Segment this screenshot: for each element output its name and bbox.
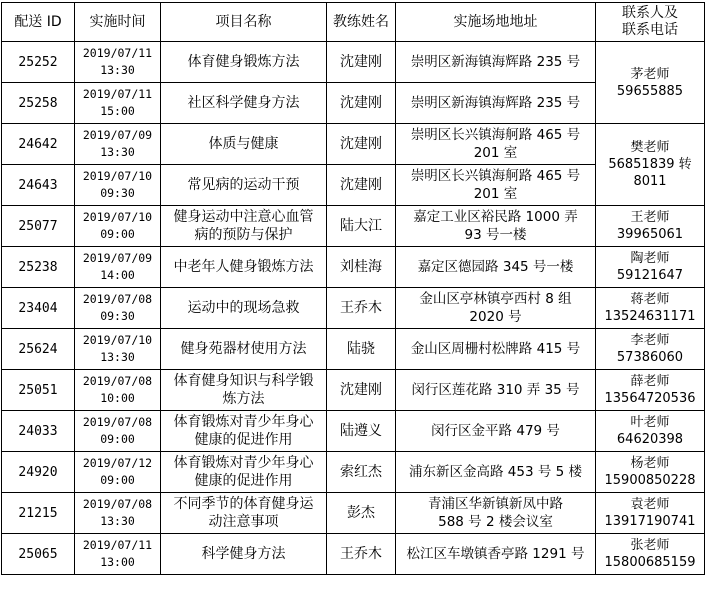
- project-line: 病的预防与保护: [194, 227, 293, 243]
- contact-line: 张老师: [630, 538, 670, 553]
- cell-delivery-id: 25238: [2, 247, 75, 288]
- time-line: 2019/07/11: [82, 46, 153, 60]
- contact-line: 39965061: [616, 227, 684, 242]
- contact-line: 李老师: [630, 333, 670, 348]
- cell-time: [75, 124, 161, 165]
- time-line: 14:00: [100, 268, 135, 282]
- cell-project-name: [161, 42, 327, 83]
- cell-project-name: [161, 206, 327, 247]
- contact-line: 袁老师: [630, 497, 670, 512]
- cell-delivery-id: 25065: [2, 534, 75, 575]
- header-venue-address: 实施场地地址: [396, 3, 596, 42]
- time-line: 2019/07/09: [82, 128, 153, 142]
- project-line: 不同季节的体育健身运: [173, 496, 314, 512]
- address-line: 闵行区莲花路 310 弄 35 号: [411, 382, 580, 398]
- cell-project-name: [161, 83, 327, 124]
- cell-delivery-id: 24642: [2, 124, 75, 165]
- cell-project-name: [161, 493, 327, 534]
- cell-project-name: [161, 452, 327, 493]
- table-body: [2, 42, 705, 575]
- cell-project-name: [161, 534, 327, 575]
- cell-contact: [596, 124, 705, 206]
- cell-delivery-id: 25258: [2, 83, 75, 124]
- time-line: 13:00: [100, 555, 135, 569]
- cell-coach-name: 陆大江: [327, 206, 396, 247]
- address-line: 青浦区华新镇新凤中路: [428, 496, 563, 512]
- address-line: 金山区亭林镇亭西村 8 组: [419, 291, 572, 307]
- cell-time: [75, 452, 161, 493]
- contact-line: 13524631171: [604, 309, 696, 324]
- address-line: 201 室: [473, 186, 518, 202]
- project-line: 炼方法: [222, 391, 265, 407]
- cell-contact: [596, 288, 705, 329]
- contact-line: 樊老师: [630, 140, 670, 155]
- cell-delivery-id: 21215: [2, 493, 75, 534]
- cell-venue-address: [396, 411, 596, 452]
- project-line: 常见病的运动干预: [187, 177, 300, 193]
- cell-delivery-id: 24643: [2, 165, 75, 206]
- cell-contact: [596, 493, 705, 534]
- address-line: 2020 号: [469, 309, 522, 325]
- cell-delivery-id: 25252: [2, 42, 75, 83]
- cell-coach-name: 索红杰: [327, 452, 396, 493]
- table-row: [2, 124, 705, 165]
- cell-delivery-id: 25624: [2, 329, 75, 370]
- cell-coach-name: 刘桂海: [327, 247, 396, 288]
- cell-contact: [596, 370, 705, 411]
- cell-contact: [596, 411, 705, 452]
- table-row: [2, 288, 705, 329]
- cell-time: [75, 493, 161, 534]
- address-line: 金山区周栅村松牌路 415 号: [410, 341, 581, 357]
- cell-project-name: [161, 124, 327, 165]
- cell-contact: [596, 452, 705, 493]
- cell-contact: [596, 42, 705, 124]
- address-line: 201 室: [473, 145, 518, 161]
- address-line: 嘉定工业区裕民路 1000 弄: [413, 209, 578, 225]
- address-line: 崇明区新海镇海辉路 235 号: [410, 54, 581, 70]
- project-line: 科学健身方法: [201, 546, 286, 562]
- cell-venue-address: [396, 452, 596, 493]
- cell-time: [75, 288, 161, 329]
- project-line: 体育健身知识与科学锻: [173, 373, 314, 389]
- contact-line: 薛老师: [630, 374, 670, 389]
- time-line: 13:30: [100, 514, 135, 528]
- header-delivery-id: 配送 ID: [2, 3, 75, 42]
- cell-project-name: [161, 329, 327, 370]
- cell-time: [75, 206, 161, 247]
- address-line: 崇明区长兴镇海舸路 465 号: [410, 127, 581, 143]
- time-line: 2019/07/08: [82, 497, 153, 511]
- table-row: [2, 411, 705, 452]
- cell-venue-address: [396, 534, 596, 575]
- cell-delivery-id: 25051: [2, 370, 75, 411]
- project-line: 体育锻炼对青少年身心: [173, 455, 314, 471]
- time-line: 2019/07/10: [82, 210, 153, 224]
- time-line: 13:30: [100, 145, 135, 159]
- contact-line: 59121647: [616, 268, 684, 283]
- contact-line: 56851839 转: [608, 157, 692, 172]
- contact-line: 王老师: [630, 210, 670, 225]
- time-line: 09:30: [100, 186, 135, 200]
- table-row: [2, 42, 705, 83]
- header-contact-line: 联系电话: [622, 22, 678, 38]
- header-time: 实施时间: [75, 3, 161, 42]
- cell-project-name: [161, 370, 327, 411]
- cell-time: [75, 370, 161, 411]
- time-line: 2019/07/08: [82, 415, 153, 429]
- address-line: 崇明区新海镇海辉路 235 号: [410, 95, 581, 111]
- time-line: 2019/07/11: [82, 87, 153, 101]
- cell-contact: [596, 329, 705, 370]
- time-line: 10:00: [100, 391, 135, 405]
- cell-venue-address: [396, 165, 596, 206]
- cell-time: [75, 165, 161, 206]
- cell-delivery-id: 24033: [2, 411, 75, 452]
- table-row: [2, 206, 705, 247]
- cell-coach-name: 沈建刚: [327, 165, 396, 206]
- table-row: [2, 247, 705, 288]
- cell-contact: [596, 206, 705, 247]
- time-line: 13:30: [100, 350, 135, 364]
- header-project-name: 项目名称: [161, 3, 327, 42]
- cell-time: [75, 411, 161, 452]
- header-coach-name: 教练姓名: [327, 3, 396, 42]
- cell-coach-name: 沈建刚: [327, 124, 396, 165]
- contact-line: 叶老师: [630, 415, 670, 430]
- time-line: 2019/07/08: [82, 374, 153, 388]
- cell-coach-name: 陆骁: [327, 329, 396, 370]
- header-contact: [596, 3, 705, 42]
- cell-venue-address: [396, 288, 596, 329]
- cell-delivery-id: 24920: [2, 452, 75, 493]
- cell-coach-name: 沈建刚: [327, 42, 396, 83]
- contact-line: 59655885: [616, 83, 684, 99]
- header-row: [2, 3, 705, 42]
- project-line: 社区科学健身方法: [187, 95, 300, 111]
- time-line: 09:00: [100, 227, 135, 241]
- project-line: 体质与健康: [208, 136, 279, 152]
- contact-line: 57386060: [616, 350, 684, 365]
- cell-project-name: [161, 288, 327, 329]
- project-line: 健身苑器材使用方法: [180, 341, 307, 357]
- project-line: 体育锻炼对青少年身心: [173, 414, 314, 430]
- time-line: 2019/07/08: [82, 292, 153, 306]
- cell-contact: [596, 247, 705, 288]
- project-line: 健康的促进作用: [194, 432, 293, 448]
- cell-coach-name: 彭杰: [327, 493, 396, 534]
- contact-line: 15800685159: [604, 555, 696, 570]
- time-line: 2019/07/10: [82, 169, 153, 183]
- time-line: 2019/07/09: [82, 251, 153, 265]
- address-line: 闵行区金平路 479 号: [431, 423, 560, 439]
- time-line: 15:00: [100, 104, 135, 118]
- contact-line: 15900850228: [604, 473, 696, 488]
- address-line: 93 号一楼: [464, 227, 527, 243]
- header-contact-line: 联系人及: [622, 5, 678, 21]
- table-row: [2, 493, 705, 534]
- address-line: 崇明区长兴镇海舸路 465 号: [410, 168, 581, 184]
- cell-project-name: [161, 247, 327, 288]
- table-row: [2, 370, 705, 411]
- contact-line: 蒋老师: [630, 292, 670, 307]
- cell-coach-name: 王乔木: [327, 534, 396, 575]
- project-line: 体育健身锻炼方法: [187, 54, 300, 70]
- contact-line: 陶老师: [630, 251, 670, 266]
- cell-time: [75, 42, 161, 83]
- cell-project-name: [161, 165, 327, 206]
- contact-line: 8011: [633, 174, 667, 189]
- schedule-table: [1, 2, 705, 575]
- table-row: [2, 452, 705, 493]
- cell-venue-address: [396, 247, 596, 288]
- cell-venue-address: [396, 83, 596, 124]
- cell-coach-name: 陆遵义: [327, 411, 396, 452]
- cell-venue-address: [396, 370, 596, 411]
- time-line: 09:00: [100, 432, 135, 446]
- cell-venue-address: [396, 493, 596, 534]
- cell-project-name: [161, 411, 327, 452]
- time-line: 09:30: [100, 309, 135, 323]
- cell-coach-name: 沈建刚: [327, 83, 396, 124]
- cell-delivery-id: 23404: [2, 288, 75, 329]
- address-line: 松江区车墩镇香亭路 1291 号: [406, 546, 585, 562]
- cell-venue-address: [396, 124, 596, 165]
- project-line: 健康的促进作用: [194, 473, 293, 489]
- table-row: [2, 329, 705, 370]
- contact-line: 杨老师: [630, 456, 670, 471]
- contact-line: 13564720536: [604, 391, 696, 406]
- time-line: 13:30: [100, 63, 135, 77]
- cell-delivery-id: 25077: [2, 206, 75, 247]
- address-line: 588 号 2 楼会议室: [438, 514, 553, 530]
- cell-venue-address: [396, 206, 596, 247]
- contact-line: 13917190741: [604, 514, 696, 529]
- contact-line: 茅老师: [630, 66, 670, 82]
- project-line: 运动中的现场急救: [187, 300, 300, 316]
- cell-venue-address: [396, 329, 596, 370]
- cell-coach-name: 王乔木: [327, 288, 396, 329]
- project-line: 动注意事项: [208, 514, 279, 530]
- cell-time: [75, 247, 161, 288]
- contact-line: 64620398: [616, 432, 684, 447]
- cell-venue-address: [396, 42, 596, 83]
- address-line: 嘉定区德园路 345 号一楼: [417, 259, 574, 275]
- cell-time: [75, 534, 161, 575]
- address-line: 浦东新区金高路 453 号 5 楼: [408, 464, 583, 480]
- project-line: 中老年人健身锻炼方法: [173, 259, 314, 275]
- cell-contact: [596, 534, 705, 575]
- cell-coach-name: 沈建刚: [327, 370, 396, 411]
- time-line: 2019/07/11: [82, 538, 153, 552]
- cell-time: [75, 329, 161, 370]
- cell-time: [75, 83, 161, 124]
- time-line: 2019/07/10: [82, 333, 153, 347]
- time-line: 09:00: [100, 473, 135, 487]
- table-row: [2, 534, 705, 575]
- time-line: 2019/07/12: [82, 456, 153, 470]
- project-line: 健身运动中注意心血管: [173, 209, 314, 225]
